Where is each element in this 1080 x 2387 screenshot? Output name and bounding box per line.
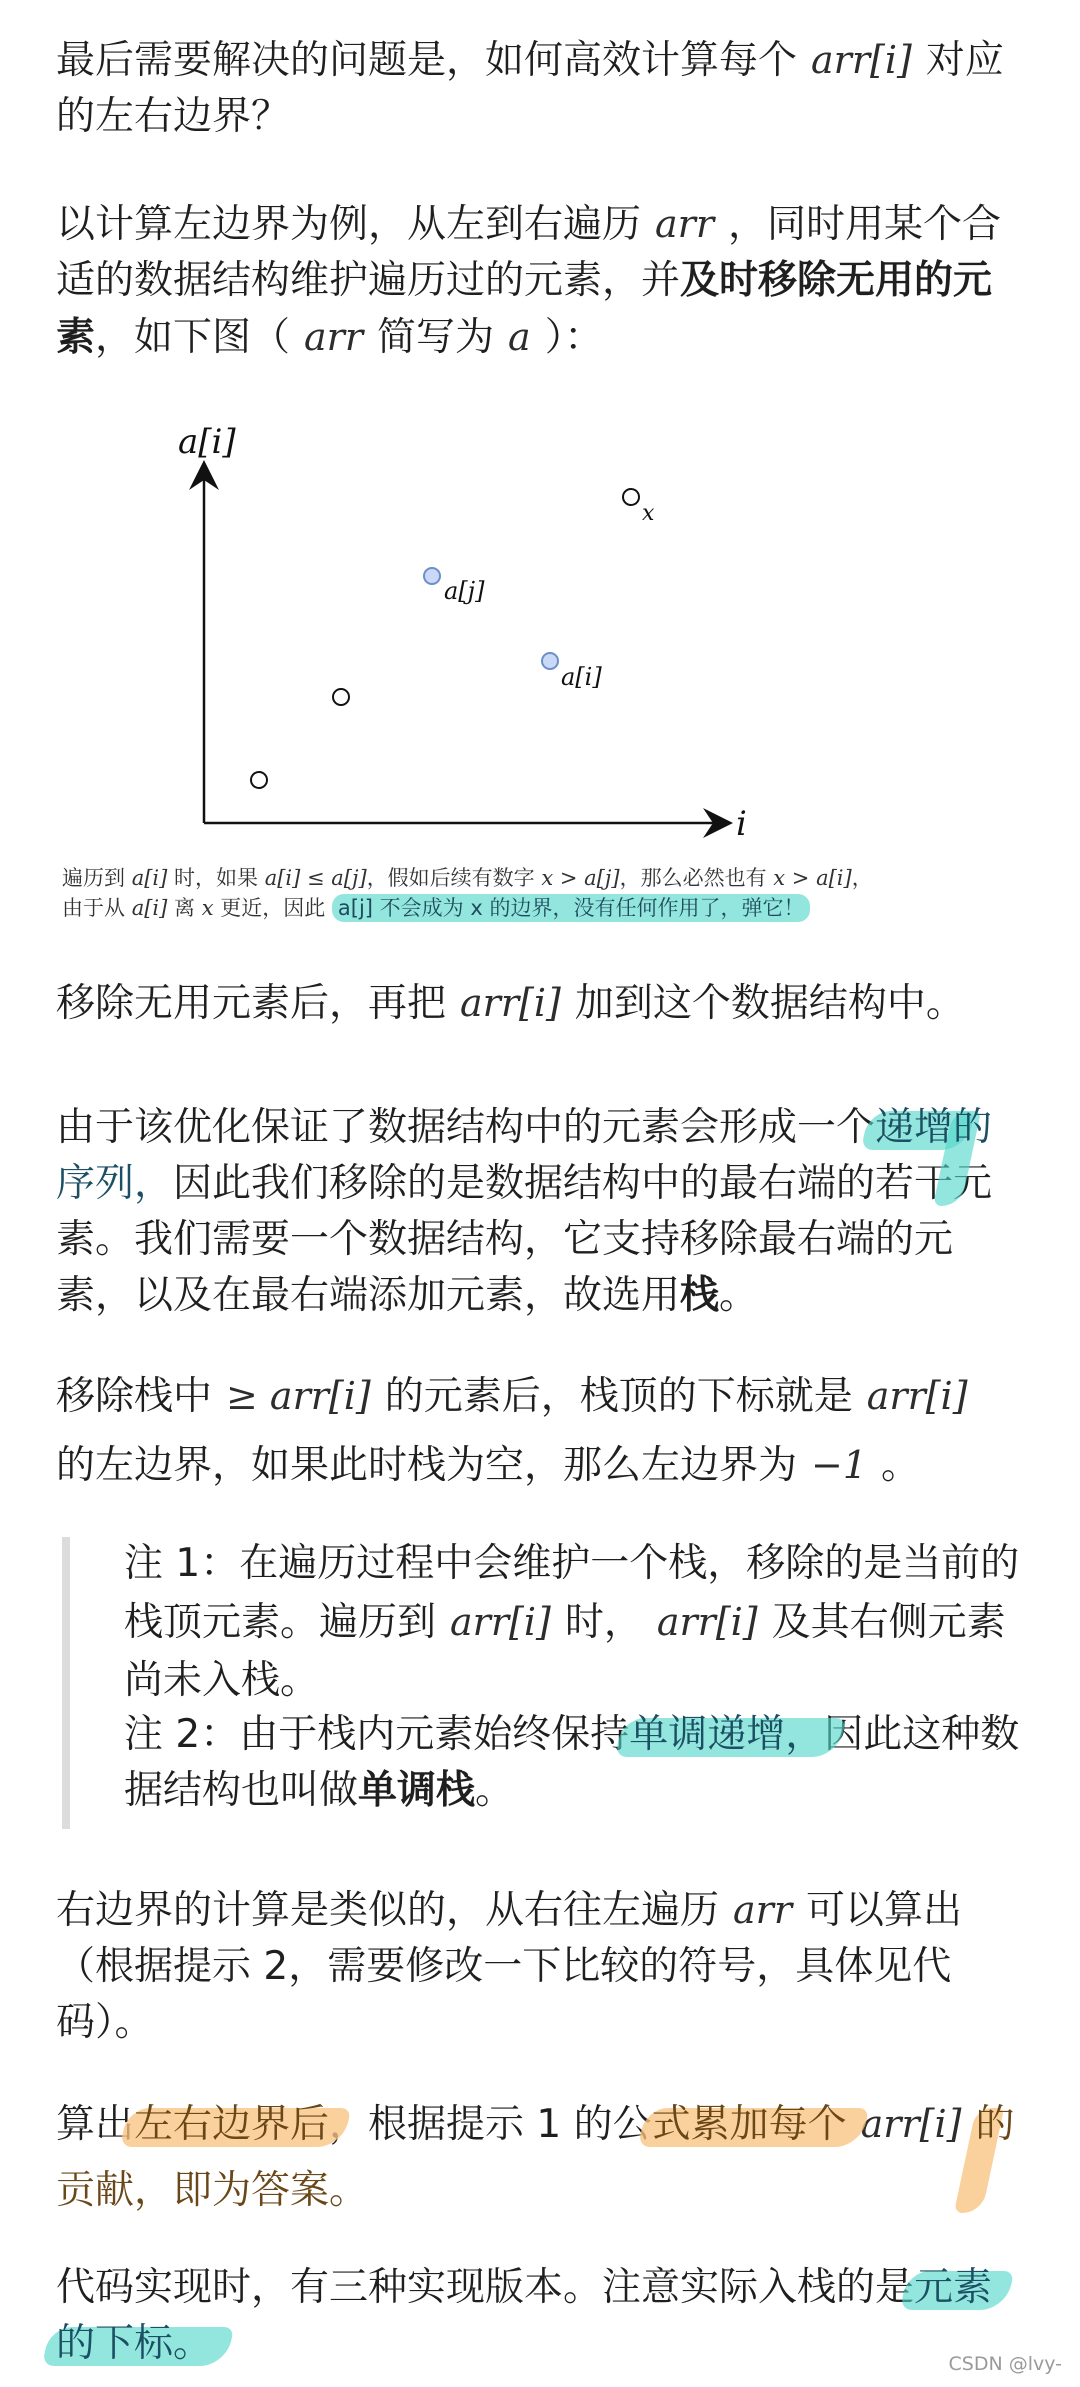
math-arr-i: arr[i]: [866, 1374, 968, 1418]
point-x-label: x: [642, 501, 655, 526]
text: 离: [174, 896, 195, 920]
caption-math: a[i]: [131, 896, 168, 920]
text: 。: [881, 1443, 921, 1488]
text: ，那么必然也有: [619, 866, 767, 890]
text: 加到这个数据结构中。: [574, 981, 965, 1026]
paragraph-increasing: [56, 1100, 1016, 1324]
text: 的左边界，如果此时栈为空，那么左边界为: [56, 1443, 798, 1488]
point-x: [623, 489, 639, 505]
math-minus-one: −1: [811, 1443, 868, 1487]
text: 最后需要解决的问题是，如何高效计算每个: [56, 38, 798, 83]
point-1: [251, 772, 267, 788]
text: 移除栈中: [56, 1374, 213, 1419]
text: 算出: [56, 2102, 135, 2147]
math-arr: arr: [733, 1888, 793, 1932]
paragraph-answer: [56, 2091, 1016, 2224]
text: 可以算出（根据提示 2，需要修改一下比较的符号，具体见代码）。: [56, 1888, 963, 2045]
caption-line-2: [62, 893, 962, 923]
text: 的元素后，栈顶的下标就是: [384, 1374, 853, 1419]
text: 注 2：由于栈内元素始终保持: [124, 1712, 630, 1757]
text: 由于该优化保证了数据结构中的元素会形成一个: [56, 1105, 876, 1150]
highlight-boundaries: 左右边界后: [134, 2102, 330, 2147]
bold-monotone-stack: 单调栈: [358, 1768, 476, 1813]
text: 更近，因此: [220, 896, 326, 920]
highlight-accumulate: 式累加每个: [651, 2102, 847, 2147]
math-geq-arr-i: ≥ arr[i]: [226, 1374, 371, 1418]
note-blockquote: [62, 1537, 1030, 1829]
text: 。: [475, 1768, 515, 1813]
figure-caption: [62, 863, 962, 923]
math-arr-i: arr[i]: [656, 1600, 758, 1644]
watermark: CSDN @lvy-: [948, 2353, 1062, 2375]
text: 注 1：在遍历过程中会维护一个栈，移除的是当前的栈顶元素。遍历到: [124, 1541, 1020, 1645]
paragraph-left-boundary: [56, 196, 1016, 366]
text: ，: [851, 866, 873, 890]
text: 代码实现时，有三种实现版本。注意实际入栈的是: [56, 2265, 915, 2310]
point-a-i: [542, 653, 558, 669]
text: 。: [719, 1273, 759, 1318]
highlight-monotone: 单调递增，: [629, 1712, 825, 1757]
paragraph-stack-top: [56, 1362, 1016, 1500]
text: 简写为: [377, 315, 495, 360]
text: ）：: [544, 315, 604, 360]
bold-text: 及时移除无用的元素: [56, 258, 993, 360]
caption-math: x > a[i]: [773, 866, 852, 890]
text: 移除无用元素后，再把: [56, 981, 447, 1026]
caption-line-1: [62, 863, 962, 893]
text: 时，: [564, 1600, 643, 1645]
caption-math: a[i]: [131, 866, 168, 890]
math-a: a: [508, 315, 531, 359]
text: 时，如果: [174, 866, 258, 890]
text: ，如下图（: [95, 315, 291, 360]
caption-math: x > a[j]: [541, 866, 620, 890]
bold-stack: 栈: [680, 1273, 720, 1318]
text: 及其右侧元素尚未入栈。: [124, 1600, 1006, 1703]
paragraph-right-boundary: [56, 1882, 1016, 2051]
caption-math: a[i] ≤ a[j]: [264, 866, 367, 890]
y-axis-label: a[i]: [178, 422, 236, 462]
text: ，同时用某个合适的数据结构维护遍历过的元素，并: [56, 202, 1002, 303]
text: 对应的左右边界？: [56, 38, 1004, 139]
caption-highlight: a[j] 不会成为 x 的边界，没有任何作用了，弹它！: [332, 894, 811, 922]
paragraph-implementation: [56, 2260, 1016, 2372]
point-a-j: [424, 568, 440, 584]
highlight-index: 的下标。: [56, 2321, 213, 2366]
text: 遍历到: [62, 866, 125, 890]
text: 因此这种数据结构也叫做: [124, 1712, 1020, 1813]
note-2: [124, 1707, 1024, 1819]
point-a-i-label: a[i]: [561, 663, 602, 691]
highlight-element: 元素: [914, 2265, 993, 2310]
diagram-svg: [56, 415, 956, 855]
highlight-sequence: 的序列，: [56, 1105, 993, 1206]
paragraph-push: [56, 975, 1016, 1032]
text: 因此我们移除的是数据结构中的最右端的若干元素。我们需要一个数据结构，它支持移除最右端的元素，以及在最右端添加元素，故选用: [56, 1161, 993, 1318]
highlight-contribution: 的贡献，即为答案。: [56, 2102, 1015, 2213]
highlight-increasing: 递增: [875, 1105, 954, 1150]
x-axis-label: i: [736, 804, 747, 844]
math-arr-i: arr[i]: [460, 981, 561, 1025]
math-arr-i: arr[i]: [811, 38, 912, 82]
text: ，假如后续有数字: [366, 866, 535, 890]
paragraph-question: [56, 32, 1016, 145]
text: ，根据提示 1 的公: [329, 2102, 652, 2147]
point-2: [333, 689, 349, 705]
text: 右边界的计算是类似的，从右往左遍历: [56, 1888, 720, 1933]
text: 以计算左边界为例，从左到右遍历: [56, 202, 642, 247]
math-arr-i: arr[i]: [450, 1600, 551, 1644]
math-arr: arr: [655, 202, 715, 246]
math-arr-i: arr[i]: [860, 2102, 962, 2146]
note-1: [124, 1535, 1024, 1710]
text: 由于从: [62, 896, 125, 920]
point-a-j-label: a[j]: [444, 577, 485, 605]
math-arr: arr: [304, 315, 364, 359]
caption-math: x: [201, 896, 214, 920]
